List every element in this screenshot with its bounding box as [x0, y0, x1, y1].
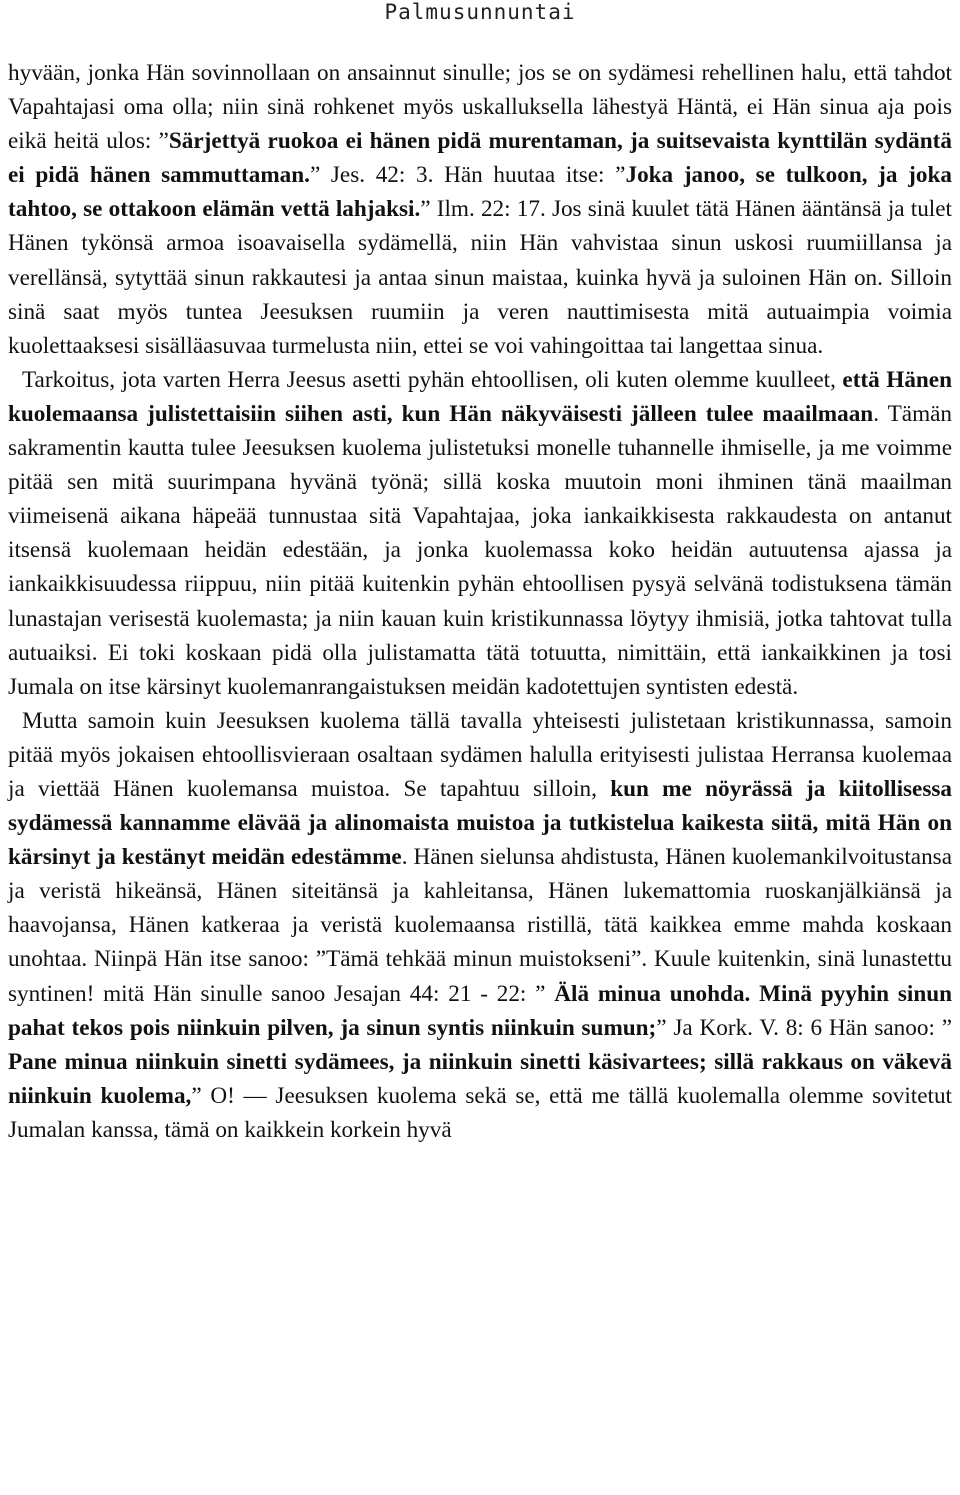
paragraph: [8, 363, 952, 704]
text-run: . Tämän sakramentin kautta tulee Jeesuksen kuolema julistetuksi monelle tuhannelle ihmiselle, ja me voimme pitää sen mitä suurimpana hyvänä työnä; sillä koska muutoin moni ihminen tänä maailman viimeisenä aikana häpeää tunnustaa sitä Vapahtajaa, joka iankaikkisesta rakkaudesta on antanut itsensä kuolemaan heidän edestään, ja jonka kuolemassa koko heidän autuutensa ajassa ja iankaikkisuudessa riippuu, niin pitää kuitenkin pyhän ehtoollisen pysyä selvänä todistuksena tämän lunastajan verisestä kuolemasta; ja niin kauan kuin kristikunnassa löytyy ihmisiä, jotka tahtovat tulla autuaiksi. Ei toki koskaan pidä olla julistamatta tätä totuutta, nimittäin, että iankaikkinen ja tosi Jumala on itse kärsinyt kuolemanrangaistuksen meidän kadotettujen syntisten edestä.: [8, 400, 952, 700]
text-run: hyvään, jonka Hän sovinnollaan on ansainnut sinulle; jos se on sydämesi rehellinen halu, että tahdot Vapahtajasi oma olla; niin sinä rohkenet myös uskalluksella lähestyä Häntä, ei Hän sinua aja pois eikä heitä ulos: ”: [8, 60, 952, 155]
body-text: [8, 56, 952, 1147]
text-run: . Hänen sielunsa ahdistusta, Hänen kuolemankilvoitustansa ja veristä hikeänsä, Hänen siteitänsä ja kahleitansa, Hänen lukemattomia ruoskanjälkiänsä ja haavojansa, Hänen katkeraa ja veristä kuolemaansa ristillä, tätä kaikkea emme mahda koskaan unohtaa. Niinpä Hän itse sanoo: ”Tämä tehkää minun muistokseni”. Kuule kuitenkin, sinä lunastettu syntinen! mitä Hän sinulle sanoo Jesajan 44: 21 - 22: ”: [8, 844, 952, 1007]
text-run: ” Jes. 42: 3. Hän huutaa itse: ”: [309, 162, 626, 189]
emphasized-text: Joka janoo, se tulkoon, ja joka tahtoo, se ottakoon elämän vettä lahjaksi.: [8, 162, 952, 223]
text-run: ” O! — Jeesuksen kuolema sekä se, että me tällä kuolemalla olemme sovitetut Jumalan kanssa, tämä on kaikkein korkein hyvä: [8, 1082, 952, 1143]
emphasized-text: kun me nöyrässä ja kiitollisessa sydämessä kannamme elävää ja alinomaista muistoa ja tutkistelua kaikesta siitä, mitä Hän on kärsinyt ja kestänyt meidän edestämme: [8, 775, 952, 871]
running-header: Palmusunnuntai: [384, 0, 576, 24]
emphasized-text: Pane minua niinkuin sinetti sydämees, ja niinkuin sinetti käsivartees; sillä rakkaus on väkevä niinkuin kuolema,: [8, 1048, 952, 1109]
emphasized-text: että Hänen kuolemaansa julistettaisiin siihen asti, kun Hän näkyväisesti jälleen tulee maailmaan: [8, 366, 952, 427]
emphasized-text: Särjettyä ruokoa ei hänen pidä murentaman, ja suitsevaista kynttilän sydäntä ei pidä hänen sammuttaman.: [8, 128, 952, 189]
text-run: ” Ja Kork. V. 8: 6 Hän sanoo: ”: [656, 1014, 952, 1041]
paragraph: [8, 704, 952, 1147]
paragraph: [8, 56, 952, 363]
text-run: ” Ilm. 22: 17. Jos sinä kuulet tätä Hänen ääntänsä ja tulet Hänen tykönsä armoa isoavaisella sydämellä, niin Hän vahvistaa sinun uskosi ruumiillansa ja verellänsä, sytyttää sinun rakkautesi ja antaa sinun maistaa, kuinka hyvä ja suloinen Hän on. Silloin sinä saat myös tuntea Jeesuksen ruumiin ja veren nauttimisesta mitä autuaimpia voimia kuolettaaksesi sisälläasuvaa turmelusta niin, ettei se voi vahingoittaa tai langettaa sinua.: [8, 196, 952, 359]
emphasized-text: Älä minua unohda. Minä pyyhin sinun pahat tekos pois niinkuin pilven, ja sinun syntis niinkuin sumun;: [8, 980, 953, 1041]
text-run: Mutta samoin kuin Jeesuksen kuolema tällä tavalla yhteisesti julistetaan kristikunnassa, samoin pitää myös jokaisen ehtoollisvieraan osaltaan sydämen halulla erityisesti julistaa Herransa kuolemaa ja viettää Hänen kuolemansa muistoa. Se tapahtuu silloin,: [8, 707, 952, 802]
text-run: Tarkoitus, jota varten Herra Jeesus asetti pyhän ehtoollisen, oli kuten olemme kuulleet,: [22, 366, 843, 393]
